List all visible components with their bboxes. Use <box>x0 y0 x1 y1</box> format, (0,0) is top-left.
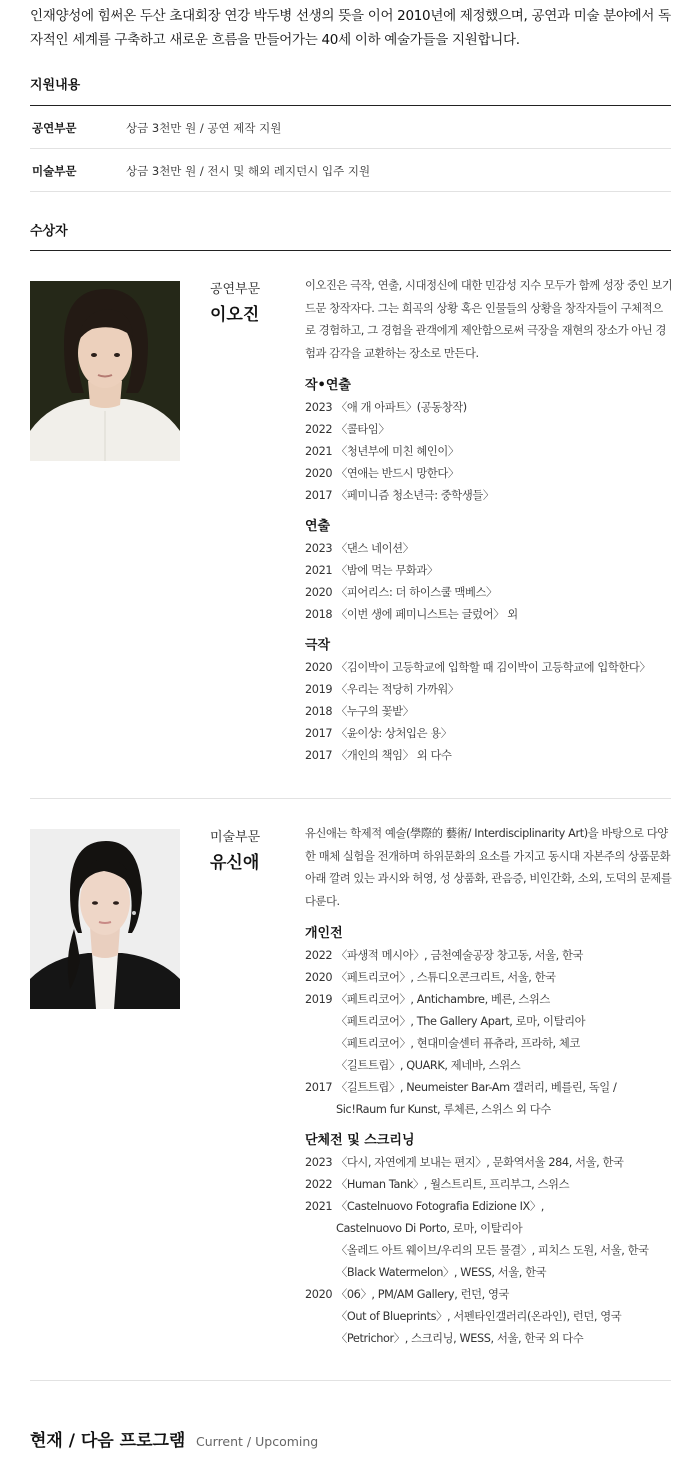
work-item: 〈Out of Blueprints〉, 서펜타인갤러리(온라인), 런던, 영국 <box>336 1310 622 1323</box>
works-list <box>305 657 673 767</box>
work-item: 2020 〈연애는 반드시 망한다〉 <box>305 467 459 480</box>
work-item: 2022 〈Human Tank〉, 월스트리트, 프리부그, 스위스 <box>305 1178 570 1191</box>
intro-text: 인재양성에 힘써온 두산 초대회장 연강 박두병 선생의 뜻을 이어 2010년에 제정했으며, 공연과 미술 분야에서 독자적인 세계를 구축하고 새로운 흐름을 만들어가는 40세 이하 예술가들을 지원합니다. <box>30 8 671 48</box>
support-category: 미술부문 <box>32 164 77 178</box>
work-item: 2019 〈페트리코어〉, Antichambre, 베른, 스위스 <box>305 993 550 1006</box>
support-row-divider <box>30 191 671 192</box>
work-item: 2018 〈누구의 꽃밭〉 <box>305 705 414 718</box>
winner-details-lee-ojin <box>305 275 673 767</box>
work-item: Castelnuovo Di Porto, 로마, 이탈리아 <box>336 1222 523 1235</box>
works-heading: 연출 <box>305 519 331 534</box>
support-row-art <box>30 149 671 192</box>
winner-photo-yu-shinae <box>30 829 180 1009</box>
work-item: 2017 〈개인의 책임〉 외 다수 <box>305 749 452 762</box>
work-item: 〈올레드 아트 웨이브/우리의 모든 물결〉, 피치스 도원, 서울, 한국 <box>336 1244 649 1257</box>
works-list <box>305 397 673 507</box>
support-category: 공연부문 <box>32 121 77 135</box>
work-item: 2017 〈페미니즘 청소년극: 중학생들〉 <box>305 489 494 502</box>
work-item: 2021 〈밤에 먹는 무화과〉 <box>305 564 438 577</box>
work-item: 2020 〈페트리코어〉, 스튜디오콘크리트, 서울, 한국 <box>305 971 556 984</box>
work-item: 2017 〈윤이상: 상처입은 용〉 <box>305 727 452 740</box>
work-item: 2023 〈댄스 네이션〉 <box>305 542 414 555</box>
work-item: 2022 〈콜타임〉 <box>305 423 390 436</box>
support-row-performance <box>30 106 671 149</box>
work-item: Sic!Raum fur Kunst, 루체른, 스위스 외 다수 <box>336 1103 551 1116</box>
winner-category: 미술부문 <box>210 830 261 845</box>
support-description: 상금 3천만 원 / 전시 및 해외 레지던시 입주 지원 <box>126 164 371 178</box>
program-section-subtitle: Current / Upcoming <box>196 1434 319 1449</box>
work-item: 2019 〈우리는 적당히 가까워〉 <box>305 683 459 696</box>
work-item: 2018 〈이번 생에 페미니스트는 글렀어〉 외 <box>305 608 518 621</box>
winners-section-title: 수상자 <box>30 224 68 239</box>
works-heading: 개인전 <box>305 926 343 941</box>
work-item: 2022 〈파생적 메시아〉, 금천예술공장 창고동, 서울, 한국 <box>305 949 584 962</box>
winners-top-rule <box>30 250 671 251</box>
winner-name: 이오진 <box>210 305 260 325</box>
portrait-image <box>30 829 180 1009</box>
work-item: 2020 〈피어리스: 더 하이스쿨 맥베스〉 <box>305 586 497 599</box>
winner-bio: 유신애는 학제적 예술(學際的 藝術/ Interdisciplinarity Art)을 바탕으로 다양한 매체 실험을 전개하며 하위문화의 요소를 가지고 동시대 자본주의 상품문화 아래 깔려 있는 과시와 허영, 성 상품화, 관음증, 비인간화, 소외, 도덕의 문제를 다룬다. <box>305 827 672 908</box>
work-item: 2020 〈06〉, PM/AM Gallery, 런던, 영국 <box>305 1288 510 1301</box>
winner-divider <box>30 1380 671 1381</box>
portrait-image <box>30 281 180 461</box>
support-description: 상금 3천만 원 / 공연 제작 지원 <box>126 121 282 135</box>
works-heading: 단체전 및 스크리닝 <box>305 1133 415 1148</box>
winner-photo-lee-ojin <box>30 281 180 461</box>
work-item: 〈Petrichor〉, 스크리닝, WESS, 서울, 한국 외 다수 <box>336 1332 584 1345</box>
winner-category: 공연부문 <box>210 282 261 297</box>
winner-name: 유신애 <box>210 853 260 873</box>
works-heading: 극작 <box>305 638 331 653</box>
work-item: 2023 〈다시, 자연에게 보내는 편지〉, 문화역서울 284, 서울, 한국 <box>305 1156 624 1169</box>
winner-divider <box>30 798 671 799</box>
winner-bio: 이오진은 극작, 연출, 시대정신에 대한 민감성 지수 모두가 함께 성장 중인 보기 드문 창작자다. 그는 희곡의 상황 혹은 인물들의 상황을 창작자들이 구체적으로 경험하고, 그 경험을 관객에게 제안함으로써 극장을 재현의 장소가 아닌 경험과 감각을 교환하는 장소로 만든다. <box>305 279 673 360</box>
works-list <box>305 1152 673 1350</box>
work-item: 〈페트리코어〉, The Gallery Apart, 로마, 이탈리아 <box>336 1015 586 1028</box>
program-section-title: 현재 / 다음 프로그램 <box>30 1431 186 1451</box>
work-item: 2020 〈김이박이 고등학교에 입학할 때 김이박이 고등학교에 입학한다〉 <box>305 661 651 674</box>
works-list <box>305 538 673 626</box>
work-item: 〈페트리코어〉, 현대미술센터 퓨츄라, 프라하, 체코 <box>336 1037 580 1050</box>
work-item: 〈길트트립〉, QUARK, 제네바, 스위스 <box>336 1059 521 1072</box>
work-item: 2021 〈Castelnuovo Fotografia Edizione IX〉, <box>305 1200 544 1213</box>
work-item: 2017 〈길트트립〉, Neumeister Bar-Am 갤러리, 베를린, 독일 / <box>305 1081 617 1094</box>
works-heading: 작•연출 <box>305 378 351 393</box>
work-item: 2021 〈청년부에 미친 혜인이〉 <box>305 445 459 458</box>
work-item: 2023 〈애 개 아파트〉(공동창작) <box>305 401 467 414</box>
work-item: 〈Black Watermelon〉, WESS, 서울, 한국 <box>336 1266 547 1279</box>
winner-details-yu-shinae <box>305 823 673 1350</box>
works-list <box>305 945 673 1121</box>
support-section-title: 지원내용 <box>30 78 81 93</box>
